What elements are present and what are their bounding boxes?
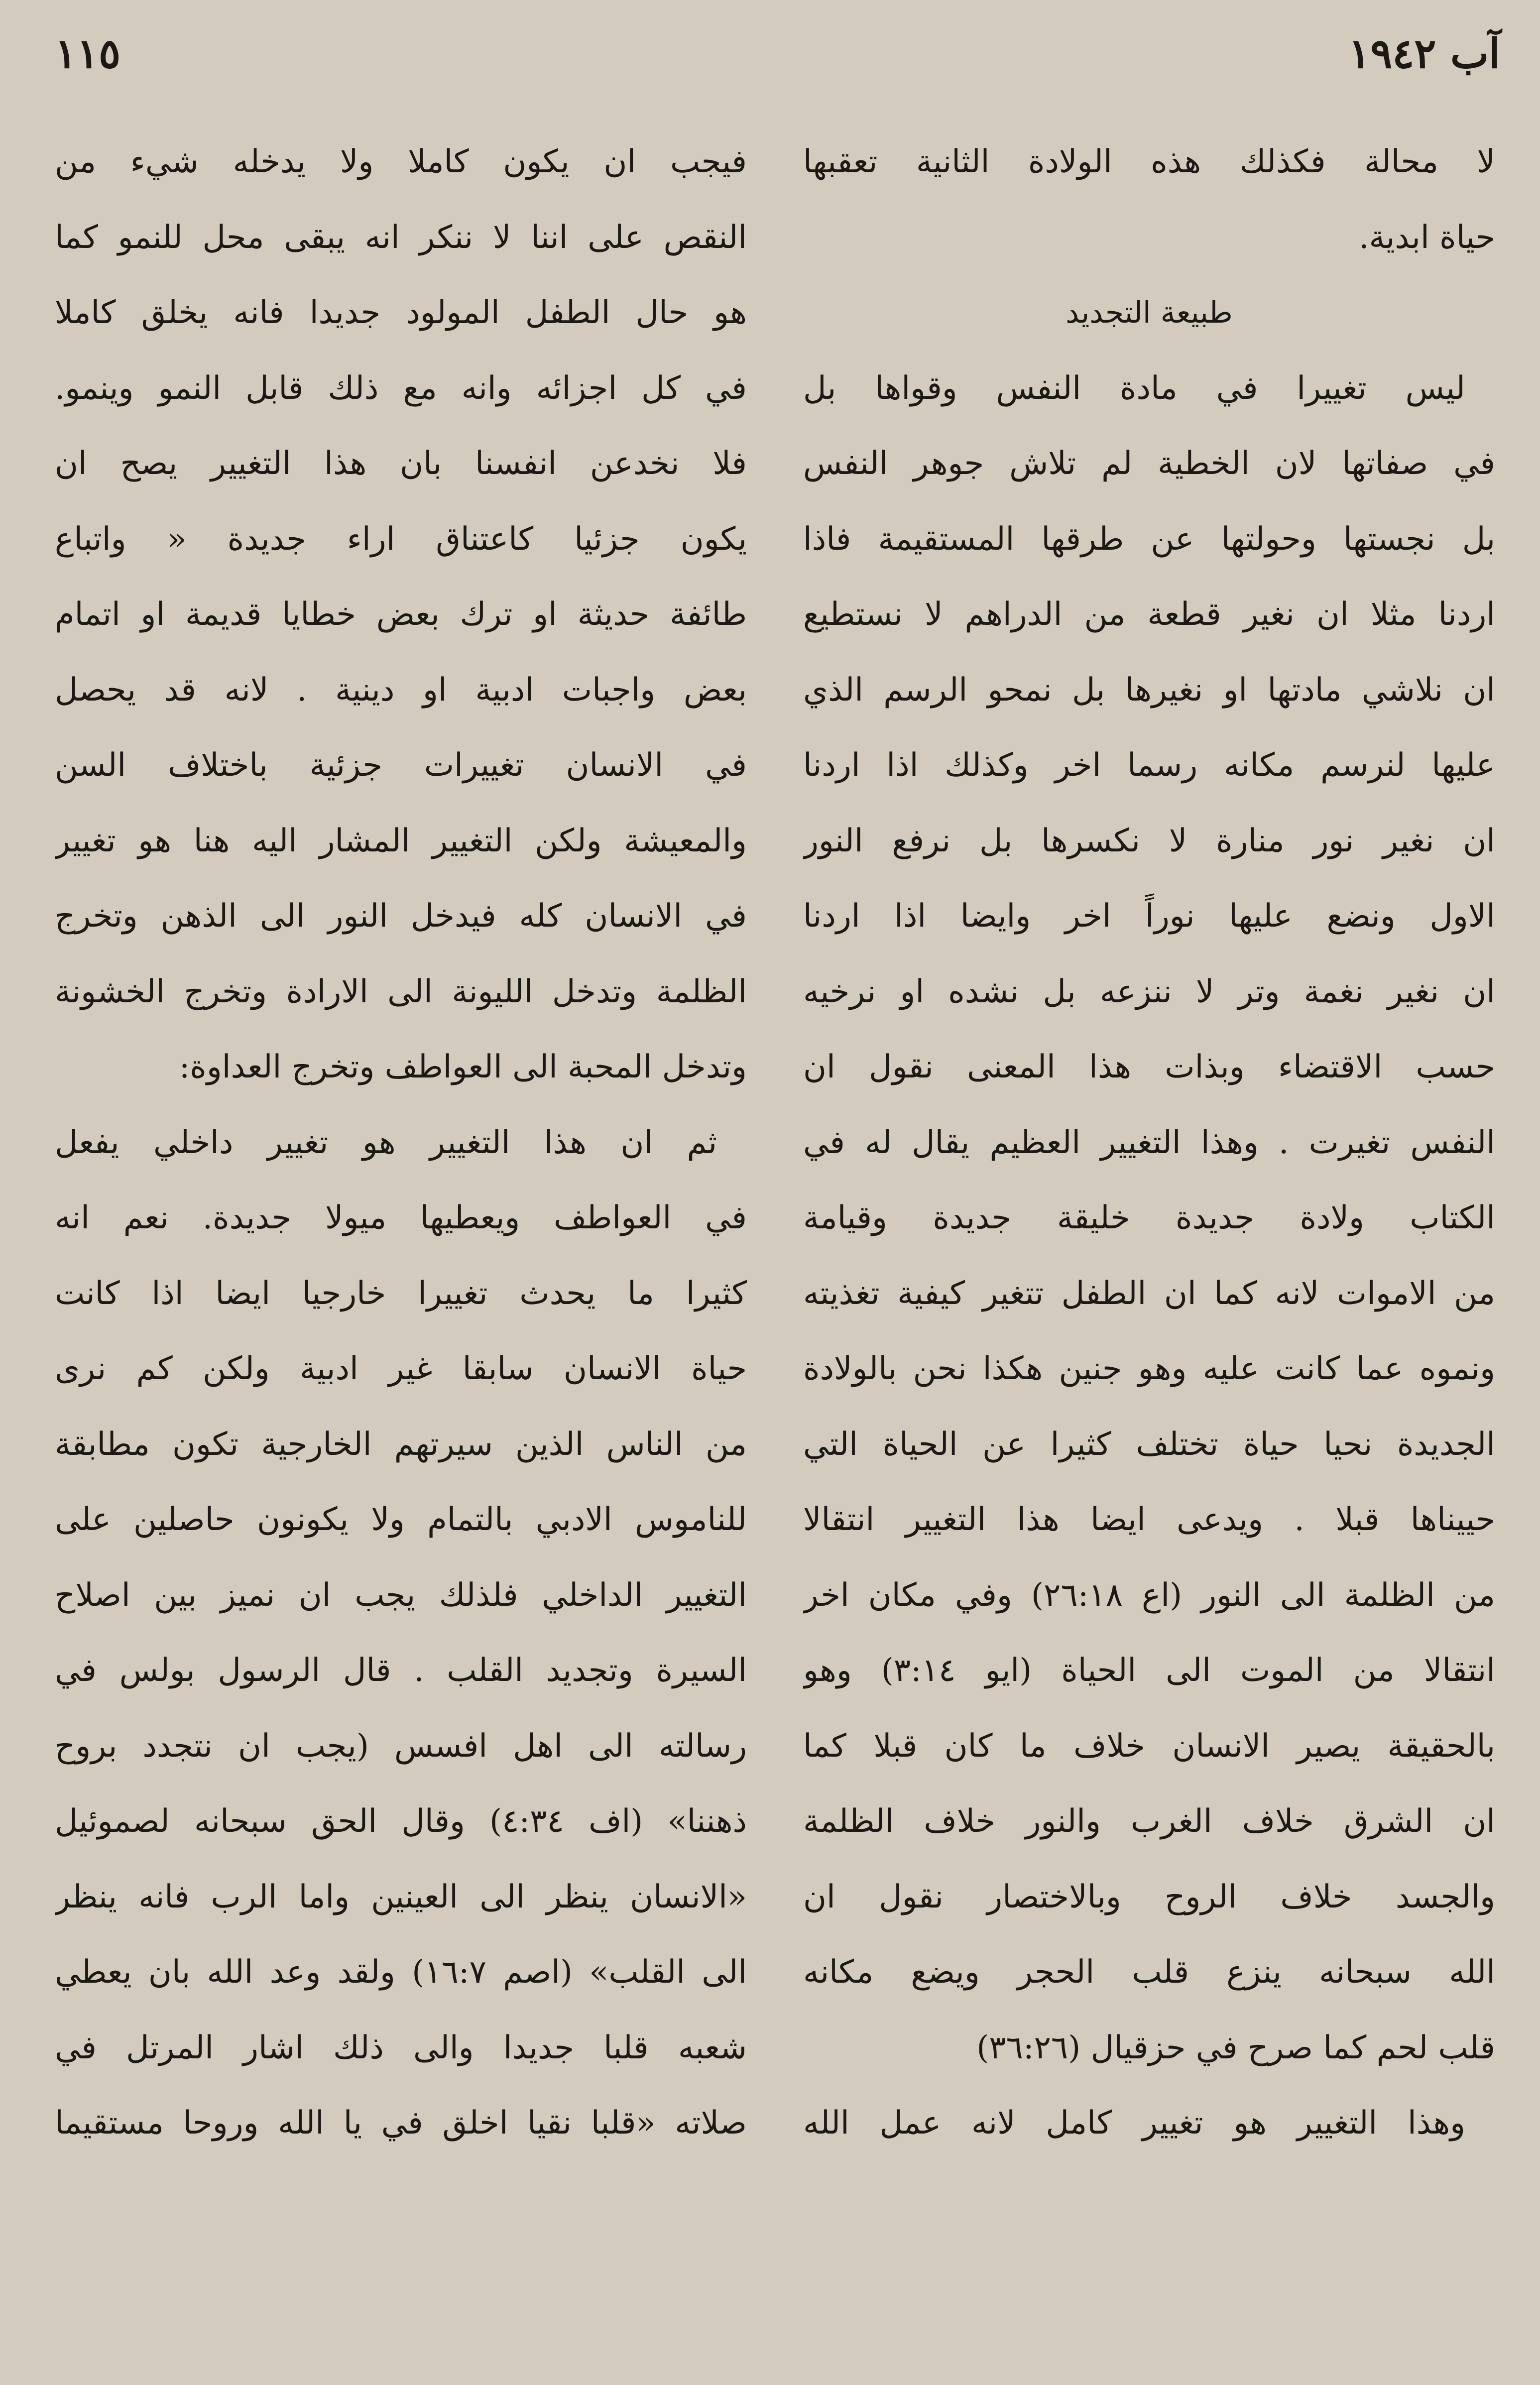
text-line: من الاموات لانه كما ان الطفل تتغير كيفية تغذيته [803,1275,1495,1312]
text-line: حسب الاقتضاء وبذات هذا المعنى نقول ان [803,1049,1495,1085]
text-line: رسالته الى اهل افسس (يجب ان نتجدد بروح [55,1727,747,1765]
text-line: في صفاتها لان الخطية لم تلاش جوهر النفس [803,445,1495,482]
text-line: شعبه قلبا جديدا والى ذلك اشار المرتل في [55,2029,747,2066]
right-column [803,124,1495,2355]
text-line: الجديدة نحيا حياة تختلف كثيرا عن الحياة التي [803,1426,1495,1463]
text-line: في الانسان كله فيدخل النور الى الذهن وتخرج [55,898,747,935]
text-line: ليس تغييرا في مادة النفس وقواها بل [803,369,1465,407]
text-line: الظلمة وتدخل الليونة الى الارادة وتخرج الخشونة [55,973,747,1010]
text-line: من الظلمة الى النور (اع ٢٦:١٨) وفي مكان اخر [803,1576,1495,1614]
text-line: الى القلب» (اصم ١٦:٧) ولقد وعد الله بان يعطي [55,1954,747,1991]
text-line: في كل اجزائه وانه مع ذلك قابل النمو وينمو. [55,369,747,407]
text-line: بعض واجبات ادبية او دينية . لانه قد يحصل [55,671,747,709]
text-line: والمعيشة ولكن التغيير المشار اليه هنا هو تغيير [55,822,747,859]
text-line: النفس تغيرت . وهذا التغيير العظيم يقال له في [803,1124,1495,1161]
text-line: الكتاب ولادة جديدة خليقة جديدة وقيامة [803,1199,1495,1236]
text-line: الاول ونضع عليها نوراً اخر وايضا اذا اردنا [803,898,1495,935]
text-line: وهذا التغيير هو تغيير كامل لانه عمل الله [803,2105,1465,2142]
text-line: النقص على اننا لا ننكر انه يبقى محل للنمو كما [55,219,747,256]
text-line: بل نجستها وحولتها عن طرقها المستقيمة فاذا [803,520,1495,558]
page-number: ١١٥ [55,30,121,78]
text-line: وتدخل المحبة الى العواطف وتخرج العداوة: [179,1049,747,1085]
text-line: قلب لحم كما صرح في حزقيال (٣٦:٢٦) [976,2029,1495,2066]
text-line: ونموه عما كانت عليه وهو جنين هكذا نحن بالولادة [803,1350,1495,1387]
text-line: كثيرا ما يحدث تغييرا خارجيا ايضا اذا كانت [55,1275,747,1312]
header-date: آب ١٩٤٢ [1348,30,1500,78]
text-line: للناموس الادبي بالتمام ولا يكونون حاصلين على [55,1501,747,1538]
section-heading: طبيعة التجديد [1066,295,1233,330]
text-line: من الناس الذين سيرتهم الخارجية تكون مطابقة [55,1426,747,1463]
text-line: طائفة حديثة او ترك بعض خطايا قديمة او اتمام [55,596,747,633]
text-line: حياة ابدية. [1359,219,1495,256]
text-line: هو حال الطفل المولود جديدا فانه يخلق كاملا [55,294,747,331]
text-line: «الانسان ينظر الى العينين واما الرب فانه ينظر [55,1878,747,1915]
text-line: ذهننا» (اف ٤:٣٤) وقال الحق سبحانه لصموئيل [55,1803,747,1840]
text-line: صلاته «قلبا نقيا اخلق في يا الله وروحا مستقيما [55,2105,747,2142]
text-line: في العواطف ويعطيها ميولا جديدة. نعم انه [55,1199,747,1236]
left-column [55,124,747,2355]
text-line: بالحقيقة يصير الانسان خلاف ما كان قبلا كما [803,1727,1495,1765]
text-line: حييناها قبلا . ويدعى ايضا هذا التغيير انتقالا [803,1501,1495,1538]
text-line: انتقالا من الموت الى الحياة (ايو ٣:١٤) وهو [803,1652,1495,1689]
text-line: والجسد خلاف الروح وبالاختصار نقول ان [803,1878,1495,1915]
text-line: لا محالة فكذلك هذه الولادة الثانية تعقبها [803,143,1495,180]
text-line: اردنا مثلا ان نغير قطعة من الدراهم لا نستطيع [803,596,1495,633]
page-header [0,20,1540,95]
text-line: التغيير الداخلي فلذلك يجب ان نميز بين اصلاح [55,1576,747,1614]
text-line: حياة الانسان سابقا غير ادبية ولكن كم نرى [55,1350,747,1387]
text-line: فيجب ان يكون كاملا ولا يدخله شيء من [55,143,747,180]
text-line: ان الشرق خلاف الغرب والنور خلاف الظلمة [803,1803,1495,1840]
text-line: ان نلاشي مادتها او نغيرها بل نمحو الرسم الذي [803,671,1495,709]
text-line: ثم ان هذا التغيير هو تغيير داخلي يفعل [55,1124,717,1161]
text-line: ان نغير نغمة وتر لا ننزعه بل نشده او نرخيه [803,973,1495,1010]
text-line: ان نغير نور منارة لا نكسرها بل نرفع النور [803,822,1495,859]
text-line: فلا نخدعن انفسنا بان هذا التغيير يصح ان [55,445,747,482]
text-line: في الانسان تغييرات جزئية باختلاف السن [55,747,747,784]
text-line: الله سبحانه ينزع قلب الحجر ويضع مكانه [803,1954,1495,1991]
text-line: السيرة وتجديد القلب . قال الرسول بولس في [55,1652,747,1689]
text-line: عليها لنرسم مكانه رسما اخر وكذلك اذا اردنا [803,747,1495,784]
text-line: يكون جزئيا كاعتناق اراء جديدة « واتباع [55,520,747,558]
